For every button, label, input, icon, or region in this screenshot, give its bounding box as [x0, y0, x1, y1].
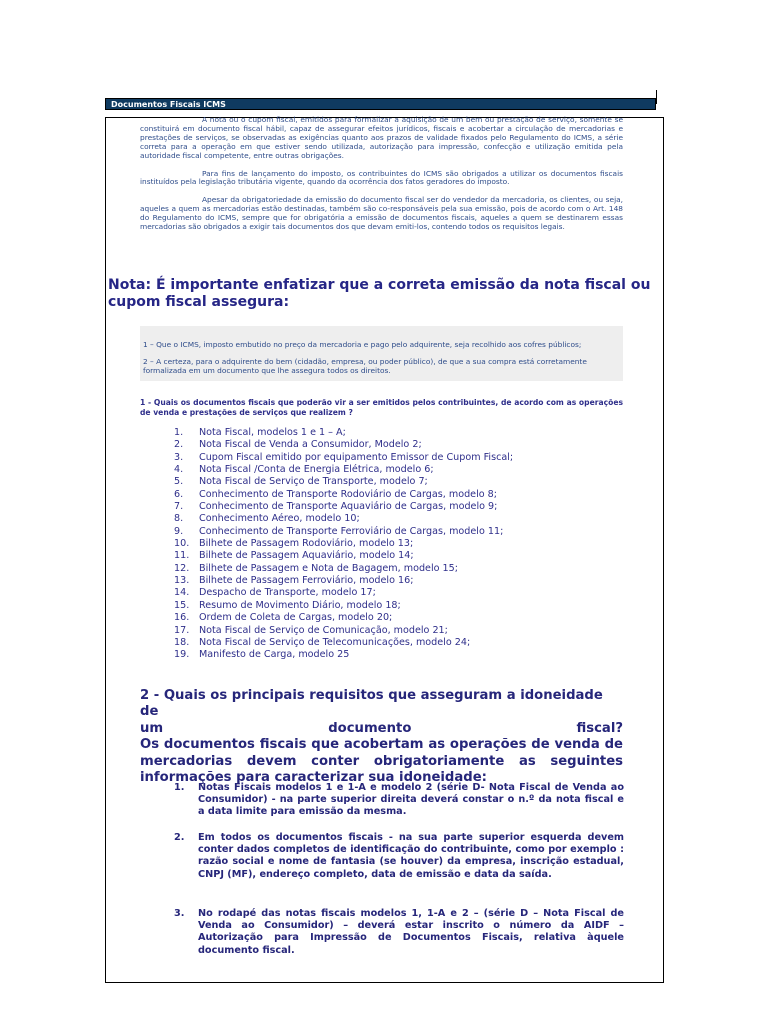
- section-header: Documentos Fiscais ICMS: [105, 98, 656, 110]
- list-item: [174, 538, 513, 550]
- list-item: [174, 439, 513, 451]
- list-item-text: Manifesto de Carga, modelo 25: [199, 649, 350, 661]
- question-2-line-1: 2 - Quais os principais requisitos que asseguram a idoneidade de: [140, 688, 603, 720]
- requirement-number: 1.: [174, 782, 185, 793]
- list-item: [174, 526, 513, 538]
- list-item-number: 17.: [174, 624, 190, 636]
- list-item-number: 16.: [174, 612, 190, 624]
- list-item-number: 4.: [174, 464, 184, 476]
- list-item-number: 2.: [174, 439, 184, 451]
- list-item-text: Conhecimento Aéreo, modelo 10;: [199, 513, 360, 525]
- guarantees-box: [140, 326, 623, 381]
- list-item: [174, 489, 513, 501]
- list-item-text: Nota Fiscal de Venda a Consumidor, Modelo 2;: [199, 439, 422, 451]
- requirements-list-2: [174, 832, 624, 881]
- list-item-text: Bilhete de Passagem Rodoviário, modelo 13;: [199, 538, 414, 550]
- requirements-list-3: [174, 908, 624, 957]
- requirement-text: No rodapé das notas fiscais modelos 1, 1-A e 2 – (série D – Nota Fiscal de Venda ao Consumidor) – deverá estar inscrito o número da AIDF – Autorização para Impressão de Documentos Fiscais, relativa àquele documento fiscal.: [198, 908, 624, 956]
- list-item: [174, 600, 513, 612]
- requirement-item: [174, 832, 624, 881]
- requirement-text: Notas Fiscais modelos 1 e 1-A e modelo 2 (série D- Nota Fiscal de Venda ao Consumidor) - na parte superior direita deverá constar o n.º da nota fiscal e a data limite para emissão da mesma.: [198, 782, 624, 818]
- list-item-text: Conhecimento de Transporte Aquaviário de Cargas, modelo 9;: [199, 501, 498, 513]
- list-item-text: Bilhete de Passagem Ferroviário, modelo 16;: [199, 575, 414, 587]
- question-2-line-4: mercadorias devem conter obrigatoriamente as seguintes: [140, 753, 623, 769]
- list-item-text: Resumo de Movimento Diário, modelo 18;: [199, 599, 401, 611]
- list-item: [174, 513, 513, 525]
- list-item-number: 11.: [174, 550, 190, 562]
- list-item: [174, 587, 513, 599]
- page-edge-tick: [656, 90, 657, 104]
- list-item: [174, 649, 513, 661]
- list-item-number: 19.: [174, 649, 190, 661]
- list-item-number: 18.: [174, 636, 190, 648]
- list-item-text: Cupom Fiscal emitido por equipamento Emissor de Cupom Fiscal;: [199, 451, 514, 463]
- list-item: [174, 637, 513, 649]
- question-2: [140, 688, 623, 786]
- list-item: [174, 464, 513, 476]
- list-item-text: Conhecimento de Transporte Rodoviário de Cargas, modelo 8;: [199, 488, 497, 500]
- list-item: [174, 501, 513, 513]
- list-item-number: 8.: [174, 513, 184, 525]
- requirement-number: 3.: [174, 908, 185, 919]
- guarantee-item-1: 1 – Que o ICMS, imposto embutido no preço da mercadoria e pago pelo adquirente, seja recolhido aos cofres públicos;: [143, 340, 582, 349]
- question-2-line-3: Os documentos fiscais que acobertam as operações de venda de: [140, 737, 623, 753]
- question-2-line-2: um documento fiscal?: [140, 720, 623, 736]
- list-item-number: 12.: [174, 562, 190, 574]
- list-item-text: Nota Fiscal de Serviço de Transporte, modelo 7;: [199, 476, 428, 488]
- list-item-number: 1.: [174, 427, 184, 438]
- intro-paragraph-1: A nota ou o cupom fiscal, emitidos para formalizar a aquisição de um bem ou prestação de serviço, somente se constituirá em documento fiscal hábil, capaz de assegurar efeitos jurídicos, fiscais e acobertar a circulação de mercadorias e prestações de serviços, se observadas as exigências quanto aos prazos de validade fixados pelo Regulamento do ICMS, a série correta para a operação em que estiver sendo utilizada, autorização para impressão, confecção e utilização emitida pela autoridade fiscal competente, entre outras obrigações.: [140, 115, 623, 160]
- list-item: [174, 550, 513, 562]
- guarantee-item-2: 2 – A certeza, para o adquirente do bem (cidadão, empresa, ou poder público), de que a sua compra está corretamente formalizada em um documento que lhe assegura todos os direitos.: [143, 357, 587, 376]
- list-item: [174, 612, 513, 624]
- list-item: [174, 427, 513, 439]
- list-item: [174, 575, 513, 587]
- requirement-item: [174, 908, 624, 957]
- list-item-number: 15.: [174, 599, 190, 611]
- list-item-number: 9.: [174, 525, 184, 537]
- list-item-number: 6.: [174, 488, 184, 500]
- list-item-number: 13.: [174, 575, 190, 587]
- list-item-text: Ordem de Coleta de Cargas, modelo 20;: [199, 612, 393, 624]
- list-item: [174, 625, 513, 637]
- list-item-text: Despacho de Transporte, modelo 17;: [199, 587, 376, 599]
- list-item-text: Nota Fiscal, modelos 1 e 1 – A;: [199, 427, 346, 438]
- intro-paragraph-3: Apesar da obrigatoriedade da emissão do documento fiscal ser do vendedor da mercadoria, os clientes, ou seja, aqueles a quem as mercadorias estão destinadas, também são co-responsáveis pela sua emissão, pois de acordo com o Art. 148 do Regulamento do ICMS, sempre que for obrigatória a emissão de documentos fiscais, aqueles a quem se destinarem essas mercadorias são obrigados a exigir tais documentos dos que devam emiti-los, contendo todos os requisitos legais.: [140, 195, 623, 232]
- question-2-line-5: informações para caracterizar sua idoneidade:: [140, 770, 487, 786]
- requirements-list: [174, 782, 624, 819]
- document-list: [174, 427, 513, 662]
- list-item-text: Nota Fiscal de Serviço de Telecomunicações, modelo 24;: [199, 636, 471, 648]
- list-item-text: Nota Fiscal de Serviço de Comunicação, modelo 21;: [199, 624, 448, 636]
- requirement-item: [174, 782, 624, 819]
- intro-paragraph-2: Para fins de lançamento do imposto, os contribuintes do ICMS são obrigados a utilizar os documentos fiscais instituídos pela legislação tributária vigente, quando da ocorrência dos fatos geradores do imposto.: [140, 168, 623, 187]
- list-item-number: 3.: [174, 451, 184, 463]
- question-1: 1 - Quais os documentos fiscais que poderão vir a ser emitidos pelos contribuintes, de acordo com as operações de venda e prestações de serviços que realizem ?: [140, 398, 623, 417]
- list-item: [174, 452, 513, 464]
- nota-heading: Nota: É importante enfatizar que a correta emissão da nota fiscal ou cupom fiscal assegura:: [108, 277, 651, 310]
- requirement-number: 2.: [174, 832, 185, 843]
- list-item-text: Bilhete de Passagem Aquaviário, modelo 14;: [199, 550, 414, 562]
- list-item-text: Bilhete de Passagem e Nota de Bagagem, modelo 15;: [199, 562, 458, 574]
- list-item: [174, 476, 513, 488]
- list-item-number: 14.: [174, 587, 190, 599]
- requirement-text: Em todos os documentos fiscais - na sua parte superior esquerda devem conter dados completos de identificação do contribuinte, como por exemplo : razão social e nome de fantasia (se houver) da empresa, inscrição estadual, CNPJ (MF), endereço completo, data de emissão e data da saída.: [198, 832, 624, 880]
- list-item-text: Conhecimento de Transporte Ferroviário de Cargas, modelo 11;: [199, 525, 504, 537]
- list-item-number: 7.: [174, 501, 184, 513]
- list-item-number: 10.: [174, 538, 190, 550]
- list-item-text: Nota Fiscal /Conta de Energia Elétrica, modelo 6;: [199, 464, 434, 476]
- list-item: [174, 563, 513, 575]
- list-item-number: 5.: [174, 476, 184, 488]
- intro-text: [140, 116, 623, 241]
